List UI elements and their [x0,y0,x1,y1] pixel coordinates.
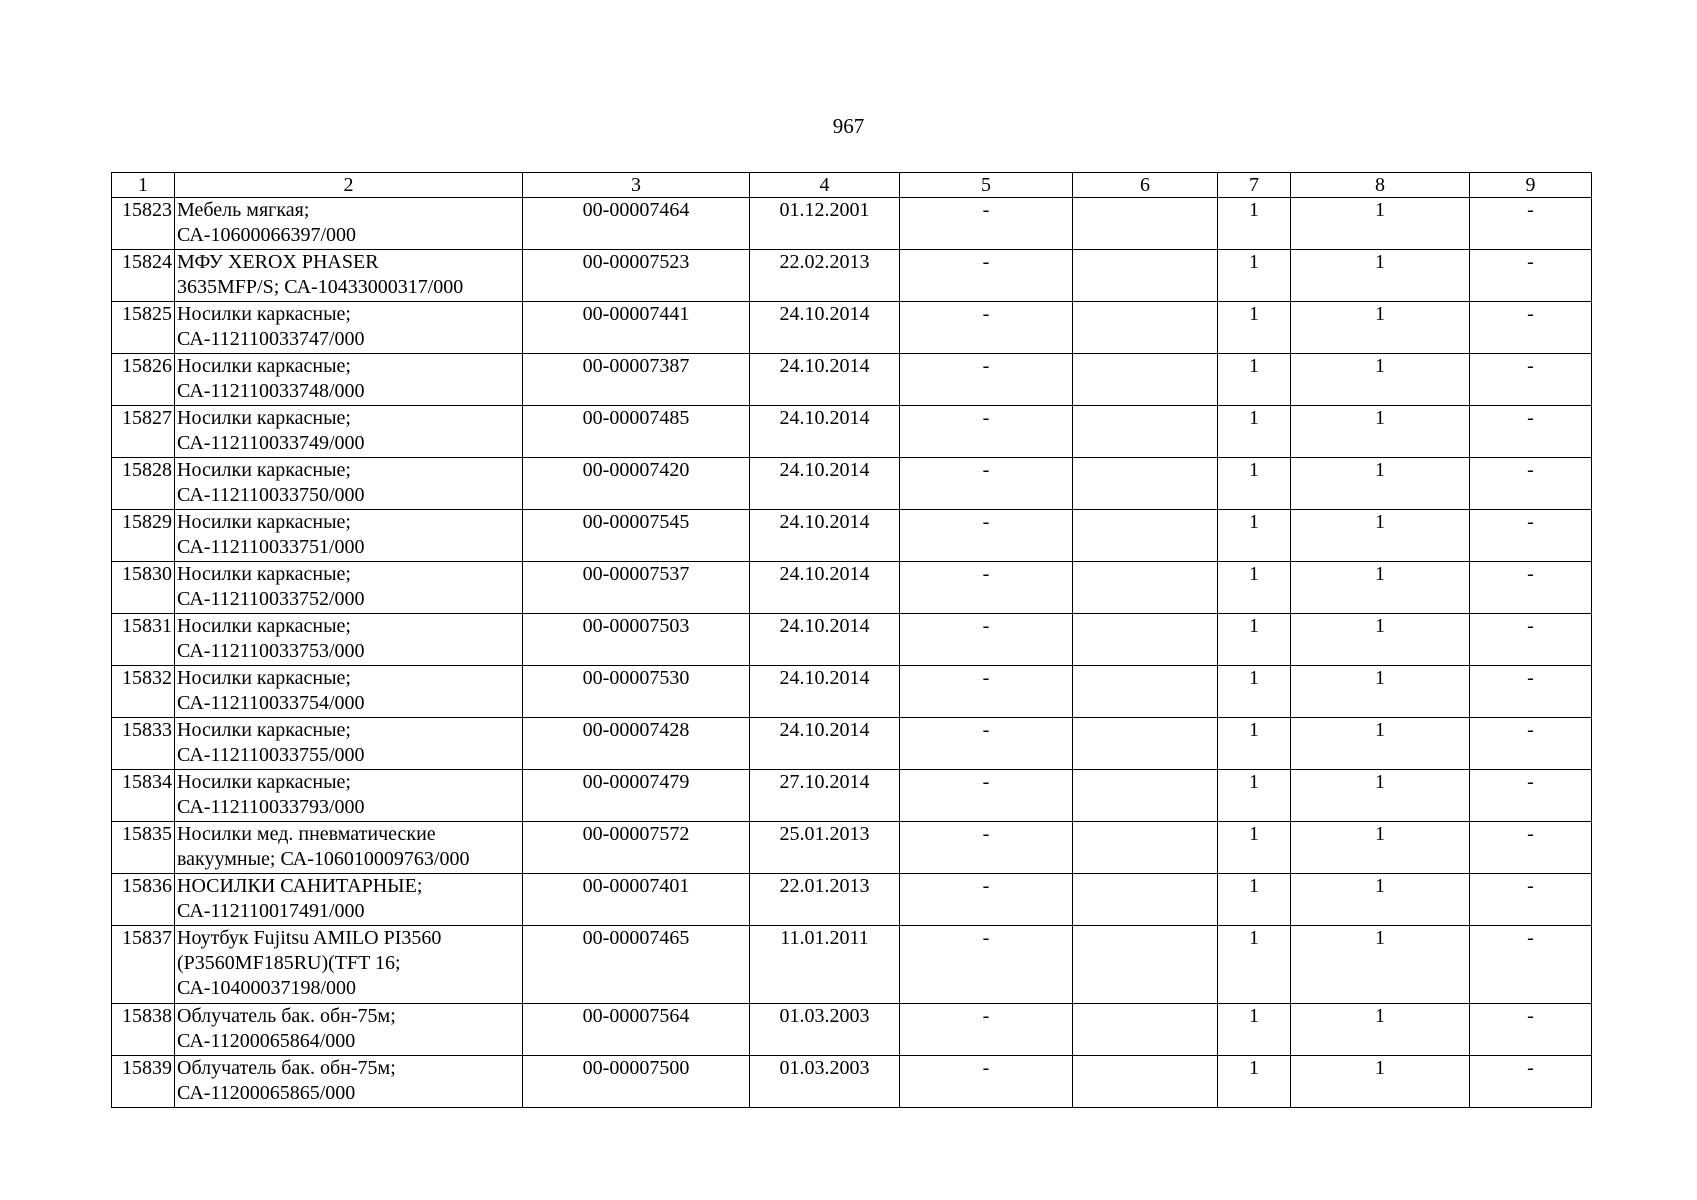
column-9-cell: - [1470,406,1592,458]
column-6-cell [1073,770,1218,822]
table-row [112,926,1592,1004]
column-9-cell: - [1470,1056,1592,1108]
table-row [112,302,1592,354]
item-name-line: СА-112110033750/000 [177,484,365,506]
column-header-6: 6 [1073,173,1218,198]
column-5-cell: - [900,614,1073,666]
item-name-line: СА-10400037198/000 [177,977,357,999]
table-row [112,874,1592,926]
date-cell: 24.10.2014 [750,562,900,614]
inventory-code-cell: 00-00007485 [523,406,750,458]
column-9-cell: - [1470,1004,1592,1056]
row-number-cell: 15832 [112,666,175,718]
row-number-cell: 15828 [112,458,175,510]
column-9-cell: - [1470,614,1592,666]
inventory-code-cell: 00-00007441 [523,302,750,354]
column-6-cell [1073,874,1218,926]
date-cell: 01.12.2001 [750,198,900,250]
inventory-code-cell: 00-00007464 [523,198,750,250]
column-5-cell: - [900,1004,1073,1056]
column-header-8: 8 [1291,173,1470,198]
item-name-cell [175,822,523,874]
inventory-code-cell: 00-00007572 [523,822,750,874]
column-7-cell: 1 [1218,1004,1291,1056]
item-name-cell [175,666,523,718]
item-name-cell [175,926,523,1004]
item-name-cell [175,770,523,822]
column-8-cell: 1 [1291,718,1470,770]
table-row [112,198,1592,250]
column-8-cell: 1 [1291,302,1470,354]
date-cell: 22.01.2013 [750,874,900,926]
column-6-cell [1073,1056,1218,1108]
column-6-cell [1073,458,1218,510]
table-row [112,354,1592,406]
date-cell: 24.10.2014 [750,406,900,458]
inventory-code-cell: 00-00007545 [523,510,750,562]
column-header-3: 3 [523,173,750,198]
column-7-cell: 1 [1218,926,1291,1004]
column-7-cell: 1 [1218,666,1291,718]
date-cell: 24.10.2014 [750,302,900,354]
column-6-cell [1073,354,1218,406]
item-name-cell [175,718,523,770]
item-name-cell [175,198,523,250]
column-8-cell: 1 [1291,822,1470,874]
column-6-cell [1073,666,1218,718]
table-row [112,562,1592,614]
column-9-cell: - [1470,666,1592,718]
column-9-cell: - [1470,718,1592,770]
table-row [112,510,1592,562]
item-name-line: Облучатель бак. обн-75м; [177,1057,396,1079]
row-number-cell: 15836 [112,874,175,926]
table-row [112,770,1592,822]
inventory-code-cell: 00-00007503 [523,614,750,666]
column-8-cell: 1 [1291,1004,1470,1056]
date-cell: 22.02.2013 [750,250,900,302]
column-5-cell: - [900,302,1073,354]
column-9-cell: - [1470,250,1592,302]
item-name-line: Облучатель бак. обн-75м; [177,1005,396,1027]
row-number-cell: 15831 [112,614,175,666]
column-9-cell: - [1470,510,1592,562]
inventory-code-cell: 00-00007537 [523,562,750,614]
inventory-code-cell: 00-00007500 [523,1056,750,1108]
column-7-cell: 1 [1218,406,1291,458]
table-row [112,1056,1592,1108]
column-6-cell [1073,562,1218,614]
column-7-cell: 1 [1218,1056,1291,1108]
table-row [112,1004,1592,1056]
registry-table [111,172,1592,1108]
item-name-line: Мебель мягкая; [177,199,310,221]
column-9-cell: - [1470,302,1592,354]
item-name-line: СА-112110033755/000 [177,744,365,766]
column-5-cell: - [900,770,1073,822]
row-number-cell: 15839 [112,1056,175,1108]
table-body [112,198,1592,1108]
column-5-cell: - [900,718,1073,770]
column-7-cell: 1 [1218,354,1291,406]
column-6-cell [1073,822,1218,874]
row-number-cell: 15826 [112,354,175,406]
item-name-cell [175,406,523,458]
inventory-code-cell: 00-00007428 [523,718,750,770]
row-number-cell: 15834 [112,770,175,822]
item-name-line: Ноутбук Fujitsu AMILO PI3560 [177,927,442,949]
column-8-cell: 1 [1291,614,1470,666]
column-8-cell: 1 [1291,458,1470,510]
column-5-cell: - [900,874,1073,926]
column-5-cell: - [900,458,1073,510]
column-6-cell [1073,250,1218,302]
column-8-cell: 1 [1291,874,1470,926]
column-8-cell: 1 [1291,666,1470,718]
item-name-line: (P3560MF185RU)(TFT 16; [177,952,401,974]
item-name-cell [175,874,523,926]
column-8-cell: 1 [1291,250,1470,302]
column-8-cell: 1 [1291,926,1470,1004]
column-7-cell: 1 [1218,250,1291,302]
date-cell: 24.10.2014 [750,614,900,666]
item-name-line: 3635MFP/S; СА-10433000317/000 [177,276,464,298]
column-9-cell: - [1470,874,1592,926]
column-6-cell [1073,1004,1218,1056]
item-name-line: СА-112110033751/000 [177,536,365,558]
column-header-9: 9 [1470,173,1592,198]
row-number-cell: 15825 [112,302,175,354]
date-cell: 24.10.2014 [750,666,900,718]
date-cell: 25.01.2013 [750,822,900,874]
column-7-cell: 1 [1218,718,1291,770]
item-name-cell [175,1056,523,1108]
item-name-line: Носилки каркасные; [177,459,351,481]
inventory-code-cell: 00-00007387 [523,354,750,406]
item-name-cell [175,302,523,354]
column-7-cell: 1 [1218,458,1291,510]
item-name-cell [175,458,523,510]
item-name-line: Носилки каркасные; [177,771,351,793]
column-9-cell: - [1470,822,1592,874]
item-name-line: СА-112110033748/000 [177,380,365,402]
column-5-cell: - [900,926,1073,1004]
column-7-cell: 1 [1218,822,1291,874]
item-name-line: СА-10600066397/000 [177,224,357,246]
column-8-cell: 1 [1291,770,1470,822]
date-cell: 24.10.2014 [750,458,900,510]
table-row [112,822,1592,874]
column-9-cell: - [1470,926,1592,1004]
column-8-cell: 1 [1291,406,1470,458]
header-row [112,173,1592,198]
column-5-cell: - [900,562,1073,614]
column-7-cell: 1 [1218,770,1291,822]
item-name-line: МФУ XEROX PHASER [177,251,379,273]
item-name-line: Носилки каркасные; [177,667,351,689]
item-name-line: Носилки каркасные; [177,615,351,637]
column-9-cell: - [1470,770,1592,822]
table-row [112,718,1592,770]
table-row [112,666,1592,718]
table-row [112,406,1592,458]
column-9-cell: - [1470,458,1592,510]
column-7-cell: 1 [1218,614,1291,666]
item-name-line: НОСИЛКИ САНИТАРНЫЕ; [177,875,423,897]
item-name-line: СА-112110017491/000 [177,900,365,922]
row-number-cell: 15838 [112,1004,175,1056]
column-7-cell: 1 [1218,302,1291,354]
inventory-code-cell: 00-00007523 [523,250,750,302]
table-row [112,250,1592,302]
column-6-cell [1073,198,1218,250]
item-name-line: Носилки мед. пневматические [177,823,436,845]
column-header-7: 7 [1218,173,1291,198]
item-name-cell [175,614,523,666]
row-number-cell: 15824 [112,250,175,302]
item-name-line: Носилки каркасные; [177,355,351,377]
column-6-cell [1073,614,1218,666]
column-6-cell [1073,926,1218,1004]
column-8-cell: 1 [1291,562,1470,614]
page-number: 967 [832,114,865,138]
column-header-1: 1 [112,173,175,198]
row-number-cell: 15827 [112,406,175,458]
item-name-line: СА-112110033749/000 [177,432,365,454]
column-8-cell: 1 [1291,510,1470,562]
item-name-line: СА-112110033752/000 [177,588,365,610]
inventory-code-cell: 00-00007465 [523,926,750,1004]
item-name-line: СА-112110033754/000 [177,692,365,714]
item-name-cell [175,562,523,614]
table-row [112,614,1592,666]
item-name-line: СА-112110033753/000 [177,640,365,662]
inventory-code-cell: 00-00007564 [523,1004,750,1056]
column-5-cell: - [900,354,1073,406]
item-name-line: СА-112110033747/000 [177,328,365,350]
date-cell: 24.10.2014 [750,718,900,770]
inventory-code-cell: 00-00007420 [523,458,750,510]
inventory-code-cell: 00-00007401 [523,874,750,926]
row-number-cell: 15837 [112,926,175,1004]
item-name-line: Носилки каркасные; [177,719,351,741]
column-5-cell: - [900,666,1073,718]
column-5-cell: - [900,1056,1073,1108]
column-5-cell: - [900,510,1073,562]
column-5-cell: - [900,198,1073,250]
inventory-code-cell: 00-00007530 [523,666,750,718]
item-name-line: СА-11200065865/000 [177,1082,356,1104]
column-6-cell [1073,406,1218,458]
date-cell: 11.01.2011 [750,926,900,1004]
date-cell: 24.10.2014 [750,354,900,406]
item-name-line: вакуумные; СА-106010009763/000 [177,848,470,870]
item-name-cell [175,354,523,406]
item-name-cell [175,1004,523,1056]
column-6-cell [1073,510,1218,562]
item-name-line: Носилки каркасные; [177,511,351,533]
item-name-line: Носилки каркасные; [177,303,351,325]
column-6-cell [1073,718,1218,770]
column-8-cell: 1 [1291,198,1470,250]
table-row [112,458,1592,510]
column-7-cell: 1 [1218,562,1291,614]
column-header-5: 5 [900,173,1073,198]
row-number-cell: 15833 [112,718,175,770]
inventory-code-cell: 00-00007479 [523,770,750,822]
column-9-cell: - [1470,198,1592,250]
column-header-4: 4 [750,173,900,198]
column-5-cell: - [900,250,1073,302]
item-name-line: СА-11200065864/000 [177,1030,356,1052]
column-7-cell: 1 [1218,510,1291,562]
column-8-cell: 1 [1291,354,1470,406]
column-7-cell: 1 [1218,874,1291,926]
item-name-line: Носилки каркасные; [177,407,351,429]
column-5-cell: - [900,822,1073,874]
item-name-line: СА-112110033793/000 [177,796,365,818]
column-6-cell [1073,302,1218,354]
column-5-cell: - [900,406,1073,458]
row-number-cell: 15823 [112,198,175,250]
row-number-cell: 15835 [112,822,175,874]
item-name-cell [175,510,523,562]
date-cell: 01.03.2003 [750,1056,900,1108]
row-number-cell: 15829 [112,510,175,562]
column-header-2: 2 [175,173,523,198]
column-9-cell: - [1470,562,1592,614]
date-cell: 24.10.2014 [750,510,900,562]
column-8-cell: 1 [1291,1056,1470,1108]
item-name-line: Носилки каркасные; [177,563,351,585]
date-cell: 01.03.2003 [750,1004,900,1056]
item-name-cell [175,250,523,302]
column-9-cell: - [1470,354,1592,406]
column-7-cell: 1 [1218,198,1291,250]
row-number-cell: 15830 [112,562,175,614]
date-cell: 27.10.2014 [750,770,900,822]
